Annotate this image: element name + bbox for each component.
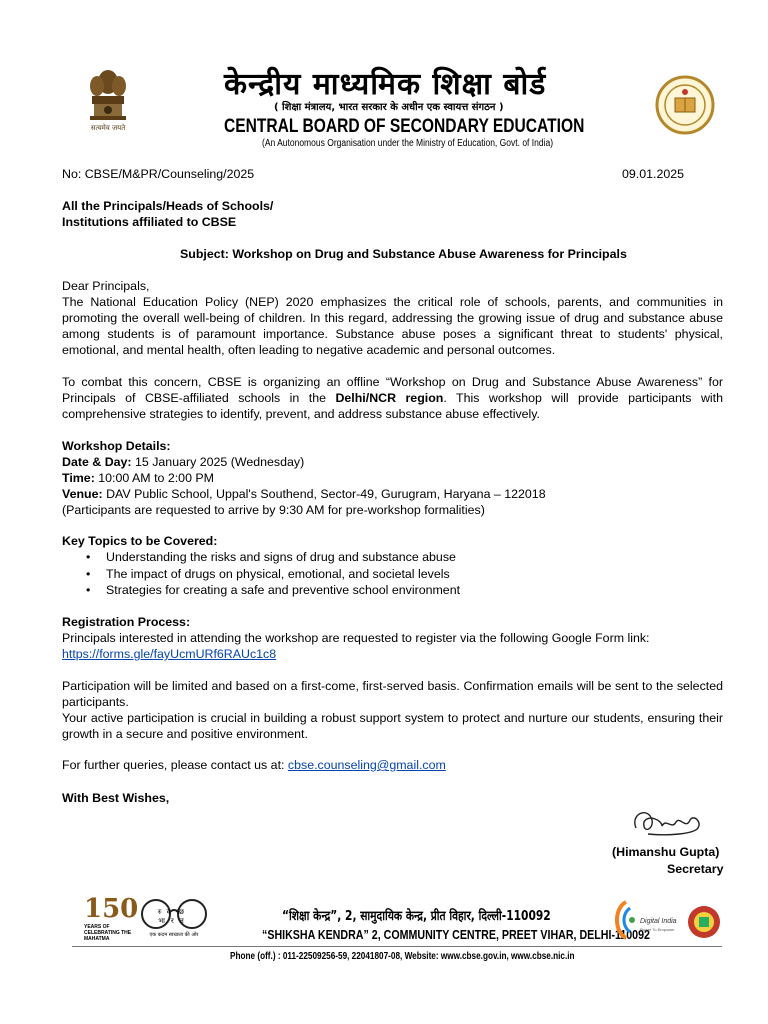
subject-line: Subject: Workshop on Drug and Substance Abuse Awareness for Principals	[180, 247, 627, 261]
topics-section	[62, 533, 723, 599]
cbse-seal-logo	[655, 74, 715, 136]
registration-text: Principals interested in attending the workshop are requested to register via the following Google Form link:	[62, 631, 650, 645]
registration-heading: Registration Process:	[62, 615, 191, 629]
intro-text-before: To combat this concern, CBSE is organizing an offline “Workshop on Drug and Substance Abuse Awareness” for Principals of CBSE-affiliated schools in the	[62, 375, 723, 405]
contact-email-link[interactable]: cbse.counseling@gmail.com	[287, 758, 446, 772]
signature-image	[628, 800, 708, 842]
workshop-venue: Venue: DAV Public School, Uppal's Southend, Sector-49, Gurugram, Haryana – 122018	[62, 487, 546, 501]
signatory-designation: Secretary	[667, 862, 724, 876]
swachh-bharat-logo: स्वच्छ भारत एक कदम स्वच्छता की ओर	[134, 896, 214, 946]
footer-divider	[72, 946, 722, 947]
workshop-heading: Workshop Details:	[62, 439, 171, 453]
signatory-name: (Himanshu Gupta)	[612, 845, 720, 859]
topics-heading: Key Topics to be Covered:	[62, 534, 218, 548]
footer-hindi-address: “शिक्षा केन्द्र”, 2, सामुदायिक केन्द्र, प्रीत विहार, दिल्ली-110092	[282, 909, 551, 924]
english-subtitle: (An Autonomous Organisation under the Ministry of Education, Govt. of India)	[262, 138, 554, 149]
addressee-line-2: Institutions affiliated to CBSE	[62, 215, 237, 229]
reference-number: No: CBSE/M&PR/Counseling/2025	[62, 167, 255, 181]
ministry-seal-icon	[686, 900, 722, 944]
english-board-title: CENTRAL BOARD OF SECONDARY EDUCATION	[224, 116, 585, 137]
paragraph-nep: The National Education Policy (NEP) 2020 emphasizes the critical role of schools, parents, and communities in promoting the overall well-being of children. In this regard, addressing the growing issue of drug and substance abuse among students is of paramount importance. Substance abuse poses a significant threat to students' physical, emotional, and mental health, often leading to negative academic and personal outcomes.	[62, 295, 723, 357]
intro-text-after: . This workshop will provide participants with comprehensive strategies to identify, prevent, and address substance abuse effectively.	[62, 391, 723, 421]
paragraph-encouragement: Your active participation is crucial in building a robust support system to protect and nurture our students, ensuring their growth in a secure and positive environment.	[62, 711, 723, 741]
footer-phone-website: Phone (off.) : 011-22509256-59, 22041807-08, Website: www.cbse.gov.in, www.cbse.nic.in	[230, 951, 575, 962]
contact-line: For further queries, please contact us at: cbse.counseling@gmail.com	[62, 758, 446, 772]
cbse-seal-icon	[655, 74, 715, 136]
closing-line: With Best Wishes,	[62, 791, 170, 805]
national-emblem-logo	[84, 66, 132, 138]
footer-english-address: “SHIKSHA KENDRA” 2, COMMUNITY CENTRE, PREET VIHAR, DELHI-110092	[262, 927, 650, 942]
google-form-link[interactable]: https://forms.gle/fayUcmURf6RAUc1c8	[62, 647, 277, 661]
topic-item: • Strategies for creating a safe and preventive school environment	[61, 582, 723, 599]
paragraph-workshop-intro	[62, 374, 723, 422]
topics-list	[61, 549, 723, 599]
ministry-seal-logo	[686, 900, 722, 944]
region-highlight: Delhi/NCR region	[335, 391, 444, 405]
salutation: Dear Principals,	[62, 279, 150, 293]
addressee-line-1: All the Principals/Heads of Schools/	[62, 199, 274, 213]
hindi-board-title: केन्द्रीय माध्यमिक शिक्षा बोर्ड	[224, 67, 547, 102]
digital-india-icon	[612, 898, 638, 942]
workshop-time: Time: 10:00 AM to 2:00 PM	[62, 471, 214, 485]
emblem-caption: सत्यमेव जयते	[90, 124, 126, 132]
topic-item: • Understanding the risks and signs of drug and substance abuse	[61, 549, 723, 566]
topic-item: • The impact of drugs on physical, emotional, and societal levels	[61, 566, 723, 583]
workshop-note: (Participants are requested to arrive by 9:30 AM for pre-workshop formalities)	[62, 503, 485, 517]
paragraph-participation: Participation will be limited and based on a first-come, first-served basis. Confirmation emails will be sent to the selected participants.	[62, 679, 723, 709]
hindi-subtitle: ( शिक्षा मंत्रालय, भारत सरकार के अधीन एक स्वायत्त संगठन )	[274, 102, 504, 113]
gandhi-150-logo: 150 YEARS OF CELEBRATING THE MAHATMA	[84, 894, 139, 942]
workshop-date: Date & Day: 15 January 2025 (Wednesday)	[62, 455, 305, 469]
signature-icon	[628, 800, 708, 842]
letter-date: 09.01.2025	[622, 167, 685, 181]
registration-section	[62, 614, 723, 662]
workshop-details	[62, 438, 723, 518]
digital-india-logo: Digital India Power To Empower	[612, 898, 682, 946]
